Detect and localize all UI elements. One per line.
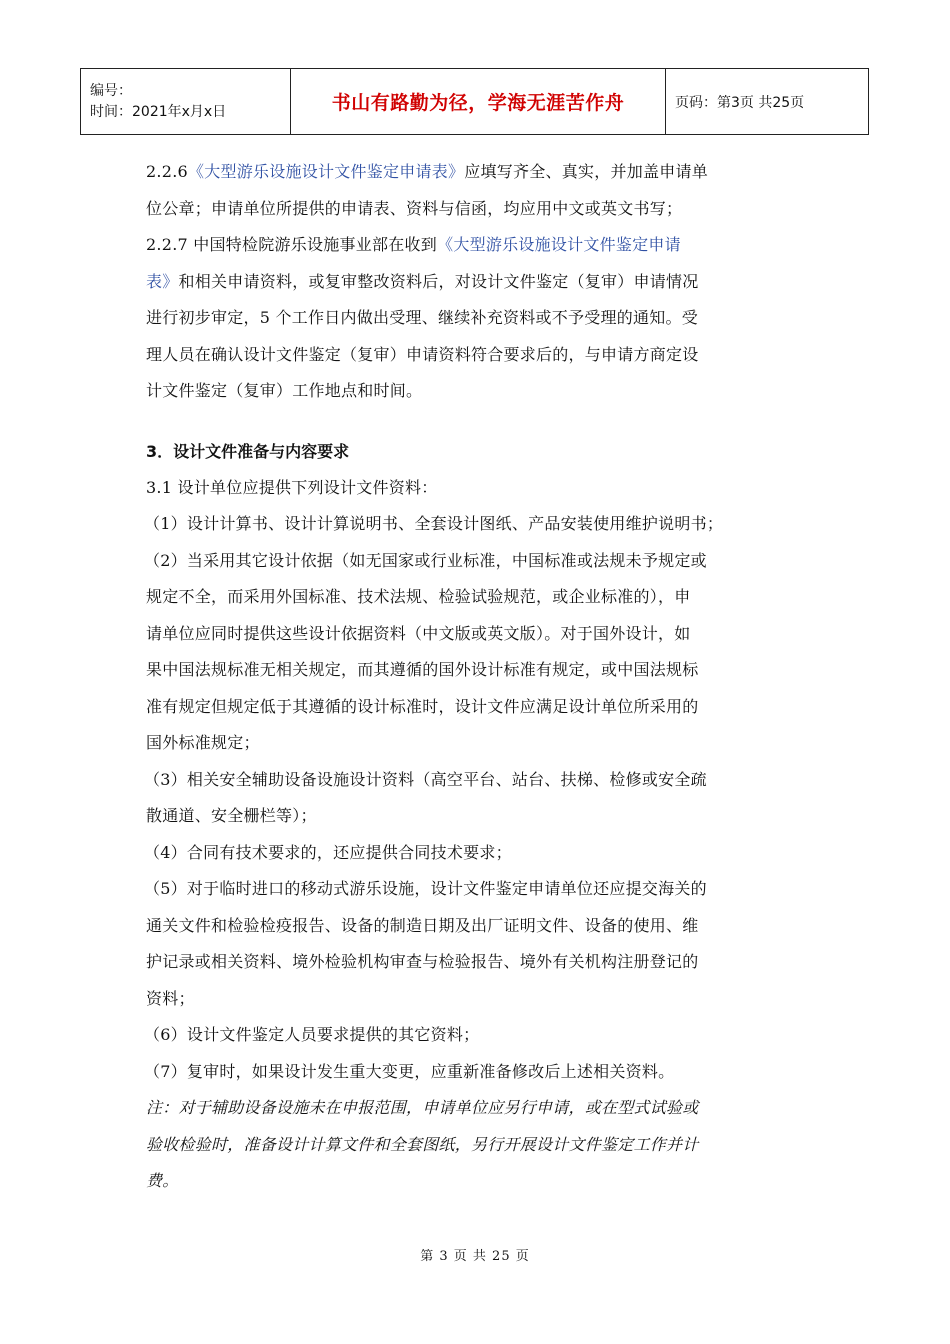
note-paragraph: 注：对于辅助设备设施未在申报范围，申请单位应另行申请，或在型式试验或 (146, 1098, 699, 1117)
paragraph-line: 通关文件和检验检疫报告、设备的制造日期及出厂证明文件、设备的使用、维 (146, 915, 699, 935)
header-meta-cell (81, 69, 291, 135)
paragraph-line: 计文件鉴定（复审）工作地点和时间。 (146, 381, 423, 400)
application-form-link[interactable]: 《大型游乐设施设计文件鉴定申请表》 (187, 162, 465, 181)
list-item-4: （4）合同有技术要求的，还应提供合同技术要求； (144, 842, 512, 862)
application-form-link[interactable]: 《大型游乐设施设计文件鉴定申请 (437, 235, 681, 254)
paragraph-line: 理人员在确认设计文件鉴定（复审）申请资料符合要求后的，与申请方商定设 (146, 344, 699, 364)
paragraph-line: 资料； (146, 988, 195, 1008)
header-slogan: 书山有路勤为径，学海无涯苦作舟 (291, 69, 666, 135)
paragraph-line: 请单位应同时提供这些设计依据资料（中文版或英文版）。对于国外设计，如 (146, 623, 691, 643)
paragraph-line: 规定不全，而采用外国标准、技术法规、检验试验规范，或企业标准的），申 (146, 587, 691, 606)
header-table (80, 68, 869, 135)
paragraph-line: 位公章；申请单位所提供的申请表、资料与信函，均应用中文或英文书写； (146, 198, 683, 218)
header-page-info: 页码：第3页 共25页 (666, 69, 869, 135)
paragraph-line: 散通道、安全栅栏等）； (146, 806, 317, 825)
note-paragraph: 验收检验时，准备设计计算文件和全套图纸，另行开展设计文件鉴定工作并计 (146, 1134, 699, 1154)
section-heading: 3．设计文件准备与内容要求 (146, 441, 350, 461)
section-3-1: 3.1 设计单位应提供下列设计文件资料： (146, 477, 438, 497)
list-item-6: （6）设计文件鉴定人员要求提供的其它资料； (144, 1025, 480, 1044)
list-item-1: （1）设计计算书、设计计算说明书、全套设计图纸、产品安装使用维护说明书； (144, 514, 724, 533)
list-item-7: （7）复审时，如果设计发生重大变更，应重新准备修改后上述相关资料。 (144, 1061, 675, 1081)
note-paragraph: 费。 (146, 1171, 179, 1190)
paragraph-line: 国外标准规定； (146, 733, 260, 752)
list-item-3: （3）相关安全辅助设备设施设计资料（高空平台、站台、扶梯、检修或安全疏 (144, 769, 707, 789)
page-footer: 第 3 页 共 25 页 (420, 1249, 530, 1264)
paragraph-2-2-6: 2.2.6《大型游乐设施设计文件鉴定申请表》应填写齐全、真实，并加盖申请单 (146, 162, 708, 181)
paragraph-2-2-7: 2.2.7 中国特检院游乐设施事业部在收到《大型游乐设施设计文件鉴定申请 (146, 235, 681, 254)
list-item-5: （5）对于临时进口的移动式游乐设施，设计文件鉴定申请单位还应提交海关的 (144, 879, 707, 898)
paragraph-line: 准有规定但规定低于其遵循的设计标准时，设计文件应满足设计单位所采用的 (146, 696, 699, 716)
document-number-label: 编号： (90, 82, 132, 99)
document-date: 时间：2021年x月x日 (90, 103, 227, 120)
list-item-2: （2）当采用其它设计依据（如无国家或行业标准，中国标准或法规未予规定或 (144, 550, 707, 570)
document-body (146, 154, 814, 1200)
paragraph-line: 护记录或相关资料、境外检验机构审查与检验报告、境外有关机构注册登记的 (146, 952, 699, 971)
paragraph-line: 表》和相关申请资料，或复审整改资料后，对设计文件鉴定（复审）申请情况 (146, 271, 699, 291)
paragraph-line: 果中国法规标准无相关规定，而其遵循的国外设计标准有规定，或中国法规标 (146, 660, 699, 679)
paragraph-line: 进行初步审定，5 个工作日内做出受理、继续补充资料或不予受理的通知。受 (146, 308, 699, 327)
application-form-link[interactable]: 表》 (146, 271, 179, 291)
